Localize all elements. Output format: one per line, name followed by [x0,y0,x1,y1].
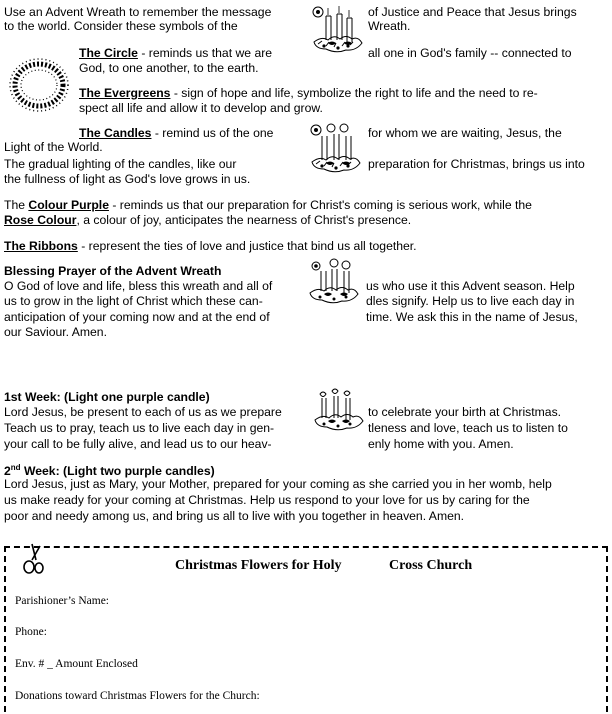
blessing-line-4: our Saviour. Amen. [4,325,107,339]
blessing-title: Blessing Prayer of the Advent Wreath [4,264,222,278]
purple-heading: Colour Purple [28,198,109,212]
week2-line-1: Lord Jesus, just as Mary, your Mother, prepared for your coming as she carried you in her womb, help [4,477,552,491]
circle-line-1 [79,46,272,60]
week2-line-3: poor and needy among us, and bring us all to live with you together in heaven. Amen. [4,509,465,523]
evergreens-text-1: - sign of hope and life, symbolize the right to life and the need to re- [170,86,538,100]
circle-line-2: God, to one another, to the earth. [79,61,259,75]
evergreen-wreath-clipart [6,56,72,114]
candles-line-1-right: for whom we are waiting, Jesus, the [368,126,562,140]
blessing-line-1-right: us who use it this Advent season. Help [366,279,575,293]
blessing-line-3: anticipation of your coming now and at the end of [4,310,270,324]
circle-text-1: - reminds us that we are [137,46,273,60]
intro-line-1-right: of Justice and Peace that Jesus brings [368,5,577,19]
blessing-line-1: O God of love and life, bless this wreath and all of [4,279,273,293]
week1-line-1-right: to celebrate your birth at Christmas. [368,405,562,419]
evergreens-line-2: spect all life and allow it to develop and grow. [79,101,323,115]
blessing-line-2-right: dles signify. Help us to live each day in [366,294,575,308]
week1-wreath-clipart [312,388,366,436]
circle-heading: The Circle [79,46,138,60]
circle-line-1-right: all one in God's family -- connected to [368,46,572,60]
blessing-line-3-right: time. We ask this in the name of Jesus, [366,310,578,324]
evergreens-heading: The Evergreens [79,86,171,100]
candle-wreath-clipart [304,122,366,176]
candles-text-1: - remind us of the one [151,126,274,140]
advent-wreath-clipart [304,4,364,56]
blessing-wreath-clipart [304,258,364,306]
parishioner-name-field[interactable]: Parishioner’s Name: [15,595,110,607]
purple-line-2 [4,213,411,227]
donations-field[interactable]: Donations toward Christmas Flowers for the Church: [15,690,260,702]
purple-text-1: - reminds us that our preparation for Christ's coming is serious work, while the [108,198,532,212]
coupon-title-part-2: Cross Church [389,558,473,573]
flower-donation-coupon [4,546,608,712]
phone-field[interactable]: Phone: [15,626,47,638]
intro-line-2: to the world. Consider these symbols of the [4,19,238,33]
intro-line-1: Use an Advent Wreath to remember the message [4,5,272,19]
coupon-title-part-1: Christmas Flowers for Holy [175,558,342,573]
candles-heading: The Candles [79,126,152,140]
week1-line-2-right: tleness and love, teach us to listen to [368,421,568,435]
week1-line-1: Lord Jesus, be present to each of us as we prepare [4,405,282,419]
week1-title: 1st Week: (Light one purple candle) [4,390,210,404]
evergreens-line-1 [79,86,538,100]
week2-ordinal: nd [10,463,21,472]
week1-line-3: your call to be fully alive, and lead us to our heav- [4,437,272,451]
candles-line-3-right: preparation for Christmas, brings us into [368,157,585,171]
week1-line-2: Teach us to pray, teach us to live each day in gen- [4,421,275,435]
ribbons-line-1 [4,239,417,253]
week2-line-2: us make ready for your coming at Christmas. Help us respond to your love for us by caring for the [4,493,530,507]
ribbons-heading: The Ribbons [4,239,78,253]
intro-line-2-right: Wreath. [368,19,411,33]
candles-line-1 [79,126,273,140]
candles-line-4: the fullness of light as God's love grows in us. [4,172,251,186]
scissors-icon [18,542,48,576]
purple-line-1 [4,198,532,212]
envelope-amount-field[interactable]: Env. # _ Amount Enclosed [15,658,138,670]
blessing-line-2: us to grow in the light of Christ which these can- [4,294,263,308]
week2-number: 2 [4,464,11,479]
ribbons-text-1: - represent the ties of love and justice that bind us all together. [77,239,417,253]
rose-heading: Rose Colour [4,213,77,227]
candles-line-2: Light of the World. [4,140,103,154]
week1-line-3-right: enly home with you. Amen. [368,437,514,451]
week2-title-rest: Week: (Light two purple candles) [20,464,215,479]
purple-prefix: The [4,198,29,212]
week2-title [4,461,215,478]
purple-text-2: , a colour of joy, anticipates the nearness of Christ's presence. [76,213,412,227]
candles-line-3: The gradual lighting of the candles, like our [4,157,237,171]
